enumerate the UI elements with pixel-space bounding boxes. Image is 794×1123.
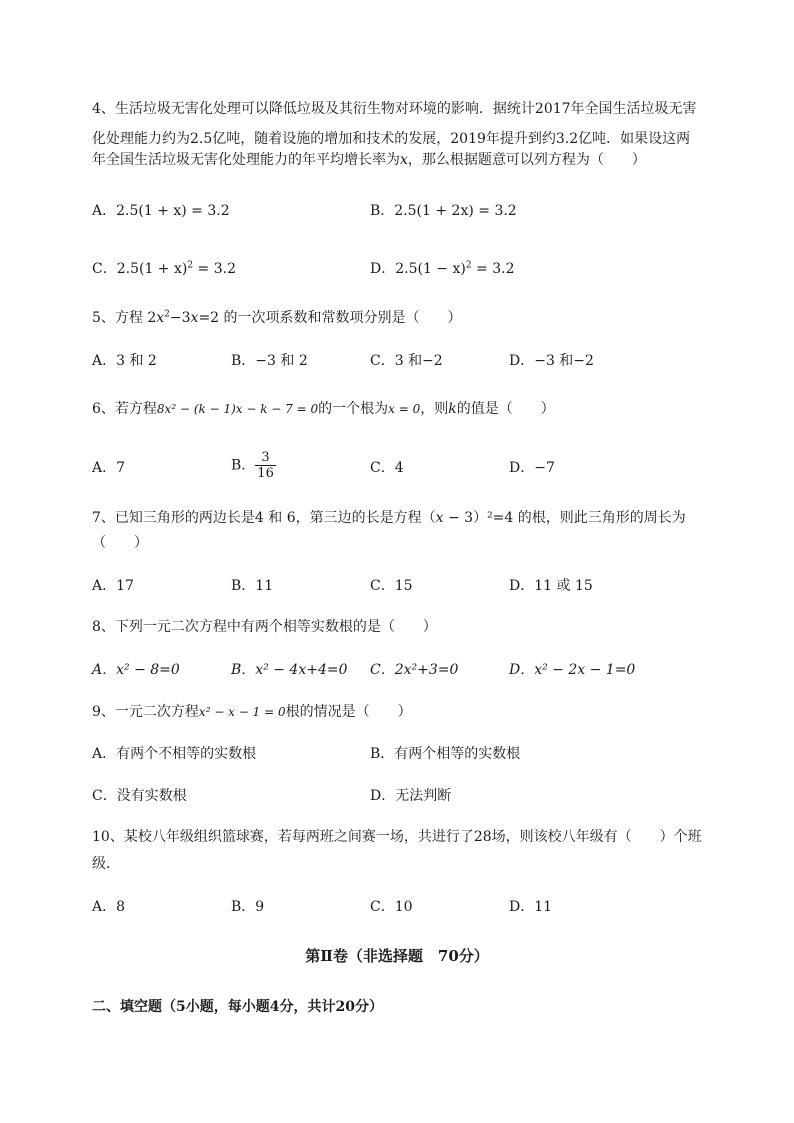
q4-option-d xyxy=(370,259,515,279)
q7-option-c: C．15 xyxy=(370,578,413,594)
q10-stem-line2: 级． xyxy=(92,856,120,872)
fraction-denominator: 16 xyxy=(257,466,274,481)
q5-option-c: C．3 和−2 xyxy=(370,353,443,369)
section-subtitle: 二、填空题（5小题，每小题4分，共计20分） xyxy=(92,999,383,1015)
q7-stem-part: − 3）²=4 的根，则此三角形的周长为 xyxy=(443,510,686,526)
q4-option-a: A．2.5(1 + x) = 3.2 xyxy=(92,203,230,219)
q6-stem-part: 的一个根为 xyxy=(318,401,389,417)
q7-stem-part: 7、已知三角形的两边长是4 和 6，第三边的长是方程（ xyxy=(92,510,436,526)
q7-option-a: A．17 xyxy=(92,578,134,594)
q7-option-d: D．11 或 15 xyxy=(509,578,593,594)
q8-option-d: D．x² − 2x − 1=0 xyxy=(509,662,636,678)
q6-option-b-fraction xyxy=(255,450,276,481)
q7-stem-line2: （ ） xyxy=(92,535,148,551)
q4-stem-line2: 化处理能力约为2.5亿吨，随着设施的增加和技术的发展，2019年提升到约3.2亿吨．如果设这两 xyxy=(92,131,691,147)
q9-equation: x² − x − 1 = 0 xyxy=(198,705,286,719)
q8-stem: 8、下列一元二次方程中有两个相等实数根的是（ ） xyxy=(92,619,437,635)
q6-stem-part: ，则 xyxy=(420,401,449,417)
q9-stem xyxy=(92,702,412,722)
q10-option-c: C．10 xyxy=(370,899,413,915)
q5-stem-part: =2 的一次项系数和常数项分别是（ ） xyxy=(198,310,462,326)
q9-stem-part: 9、一元二次方程 xyxy=(92,704,199,720)
q4-stem-text-tail: ，那么根据题意可以列方程为（ ） xyxy=(407,152,646,168)
q5-stem xyxy=(92,308,462,328)
fraction-numerator: 3 xyxy=(255,450,276,466)
q8-option-c: C．2x²+3=0 xyxy=(370,662,459,678)
section-title: 第Ⅱ卷（非选择题 70分） xyxy=(305,947,489,965)
q5-option-a: A．3 和 2 xyxy=(92,353,157,369)
q4-option-c-base: C．2.5(1 + x) xyxy=(92,261,188,277)
q8-option-a: A．x² − 8=0 xyxy=(92,662,180,678)
q8-option-b: B．x² − 4x+4=0 xyxy=(231,662,348,678)
q5-variable: x xyxy=(156,310,165,326)
q6-option-b-label: B． xyxy=(231,457,256,474)
q5-stem-part: −3 xyxy=(169,310,191,326)
q7-option-b: B．11 xyxy=(231,578,274,594)
q7-variable: x xyxy=(435,510,444,526)
q4-option-d-exponent: 2 xyxy=(465,260,472,271)
q9-option-d: D．无法判断 xyxy=(370,788,452,804)
q9-option-a: A．有两个不相等的实数根 xyxy=(92,746,257,762)
q4-option-d-base: D．2.5(1 − x) xyxy=(370,261,466,277)
q6-stem-part: 的值是（ ） xyxy=(456,401,555,417)
q10-option-d: D．11 xyxy=(509,899,553,915)
q5-variable: x xyxy=(190,310,199,326)
q7-stem-line1 xyxy=(92,508,686,528)
q4-stem-text: 年全国生活垃圾无害化处理能力的年平均增长率为 xyxy=(92,152,400,168)
q4-stem-line1: 4、生活垃圾无害化处理可以降低垃圾及其衍生物对环境的影响．据统计2017年全国生活垃圾无害 xyxy=(92,101,697,117)
q6-option-c: C．4 xyxy=(370,460,404,476)
q6-variable-k: k xyxy=(448,401,457,417)
q4-option-d-rhs: = 3.2 xyxy=(471,261,515,277)
q6-option-b xyxy=(231,450,276,481)
q10-stem-line1: 10、某校八年级组织篮球赛，若每两班之间赛一场，共进行了28场，则该校八年级有（ ）个班 xyxy=(92,829,702,845)
q5-option-b: B．−3 和 2 xyxy=(231,353,308,369)
q5-option-d: D．−3 和−2 xyxy=(509,353,594,369)
q6-option-d: D．−7 xyxy=(509,460,555,476)
q4-stem-line3 xyxy=(92,150,646,170)
q6-root: x = 0 xyxy=(388,402,421,416)
q9-option-c: C．没有实数根 xyxy=(92,788,187,804)
q6-stem-part: 6、若方程 xyxy=(92,401,157,417)
q4-option-b: B．2.5(1 + 2x) = 3.2 xyxy=(370,203,517,219)
q10-option-a: A．8 xyxy=(92,899,126,915)
q9-stem-part: 根的情况是（ ） xyxy=(285,704,412,720)
q5-exponent: 2 xyxy=(164,309,170,320)
q4-variable: x xyxy=(400,152,408,168)
q9-option-b: B．有两个相等的实数根 xyxy=(370,746,521,762)
q10-option-b: B．9 xyxy=(231,899,265,915)
q4-option-c-exponent: 2 xyxy=(187,260,194,271)
q6-equation: 8x² − (k − 1)x − k − 7 = 0 xyxy=(156,402,319,416)
q4-option-c-rhs: = 3.2 xyxy=(193,261,236,277)
q5-stem-part: 5、方程 2 xyxy=(92,310,157,326)
q4-option-c xyxy=(92,259,236,279)
q6-option-a: A．7 xyxy=(92,460,126,476)
q6-stem xyxy=(92,399,555,419)
